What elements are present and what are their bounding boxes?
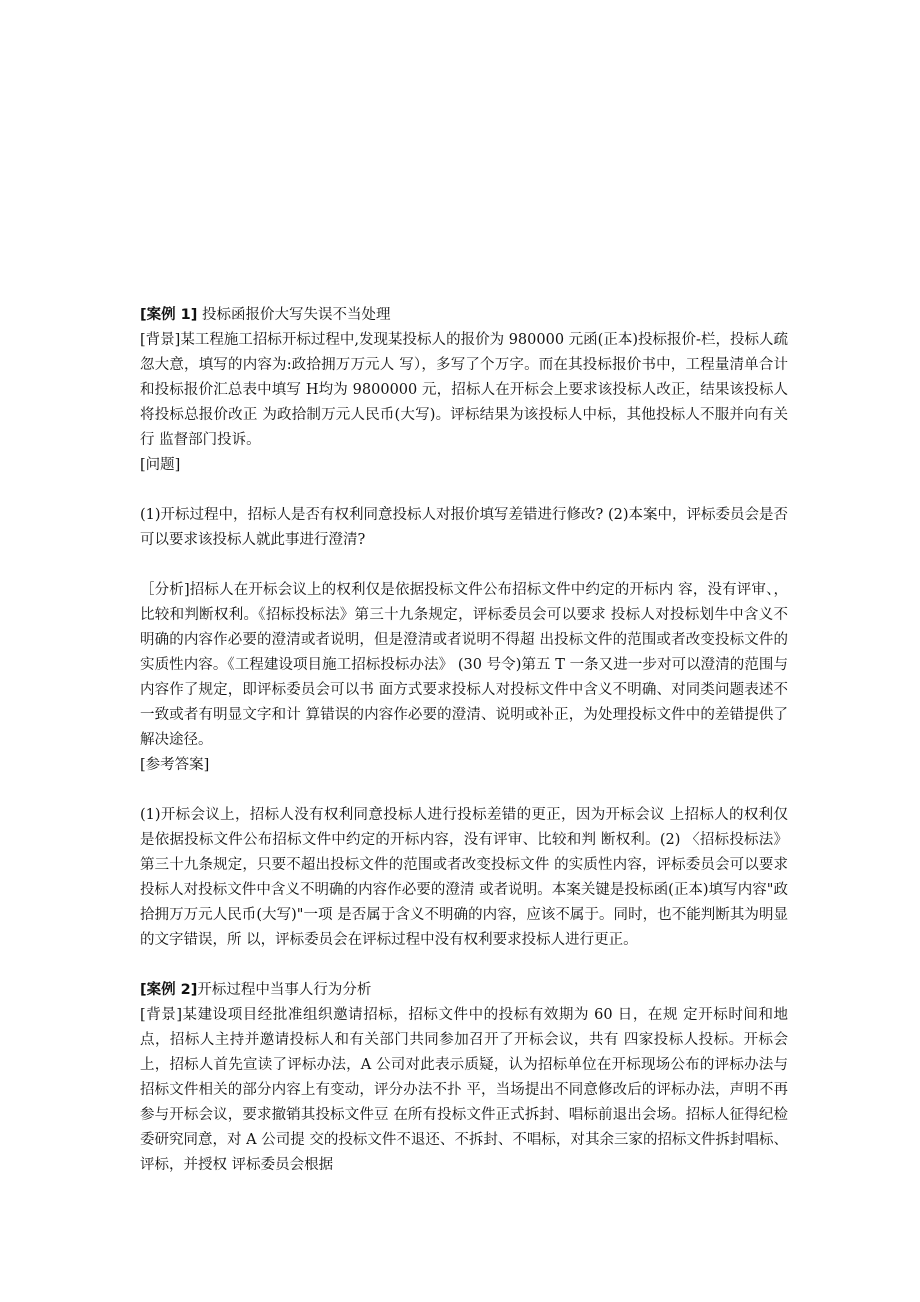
case1-label: [案例 1]: [140, 307, 198, 323]
case1-questions: (1)开标过程中，招标人是否有权利同意投标人对报价填写差错进行修改? (2)本案中，评标委员会是否可以要求该投标人就此事进行澄清?: [140, 507, 788, 548]
case1-question-label: [问题]: [140, 457, 181, 473]
spacer: [140, 478, 788, 503]
spacer: [140, 778, 788, 803]
case1-answer-label: [参考答案]: [140, 757, 210, 773]
case1-heading: [140, 303, 788, 328]
case1-title: 投标函报价大写失误不当处理: [202, 307, 391, 323]
case2-label: [案例 2]: [140, 982, 198, 998]
document-page: [140, 303, 788, 1178]
case2-heading: [140, 978, 788, 1003]
case1-analysis: ［分析]招标人在开标会议上的权利仅是依据投标文件公布招标文件中约定的开标内 容，没有评审、，比较和判断权利。《招标投标法》第三十九条规定，评标委员会可以要求 投标人对投标划牛中含义不明确的内容作必要的澄清或者说明，但是澄清或者说明不得超 出投标文件的范围或者改变投标文件的实质性内容。《工程建设项目施工招标投标办法》 (30 号令)第五 T 一条又进一步对可以澄清的范围与内容作了规定，即评标委员会可以书 面方式要求投标人对投标文件中含义不明确、对同类问题表述不一致或者有明显文字和计 算错误的内容作必要的澄清、说明或补正，为处理投标文件中的差错提供了解决途径。: [140, 582, 788, 748]
case2-background: [背景]某建设项目经批准组织邀请招标，招标文件中的投标有效期为 60 日，在规 定开标时间和地点，招标人主持并邀请投标人和有关部门共同参加召开了开标会议，共有 四家投标人投标。开标会上，招标人首先宣读了评标办法，A 公司对此表示质疑，认为招标单位在开标现场公布的评标办法与招标文件相关的部分内容上有变动，评分办法不扑 平，当场提出不同意修改后的评标办法，声明不再参与开标会议，要求撤销其投标文件豆 在所有投标文件正式拆封、唱标前退出会场。招标人征得纪检委研究同意，对 A 公司提 交的投标文件不退还、不拆封、不唱标，对其余三家的招标文件拆封唱标、评标，并授权 评标委员会根据: [140, 1007, 788, 1173]
spacer: [140, 553, 788, 578]
case1-background: [背景]某工程施工招标开标过程中,发现某投标人的报价为 980000 元函(正本)投标报价-栏，投标人疏忽大意，填写的内容为:政拾拥万万元人 写），多写了个万字。而在其投标报价书中，工程量清单合计和投标报价汇总表中填写 H均为 9800000 元，招标人在开标会上要求该投标人改正，结果该投标人将投标总报价改正 为政拾制万元人民币(大写)。评标结果为该投标人中标，其他投标人不服并向有关行 监督部门投诉。: [140, 332, 788, 448]
case2-title: 开标过程中当事人行为分析: [197, 982, 372, 998]
case1-answer: (1)开标会议上，招标人没有权利同意投标人进行投标差错的更正，因为开标会议 上招标人的权利仅是依据投标文件公布招标文件中约定的开标内容，没有评审、比较和判 断权利。(2) 〈招标投标法》第三十九条规定，只要不超出投标文件的范围或者改变投标文件 的实质性内容，评标委员会可以要求投标人对投标文件中含义不明确的内容作必要的澄清 或者说明。本案关键是投标函(正本)填写内容"政拾拥万万元人民币(大写)"一项 是否属于含义不明确的内容，应该不属于。同时，也不能判断其为明显的文字错误，所 以，评标委员会在评标过程中没有权利要求投标人进行更正。: [140, 807, 788, 948]
spacer: [140, 953, 788, 978]
